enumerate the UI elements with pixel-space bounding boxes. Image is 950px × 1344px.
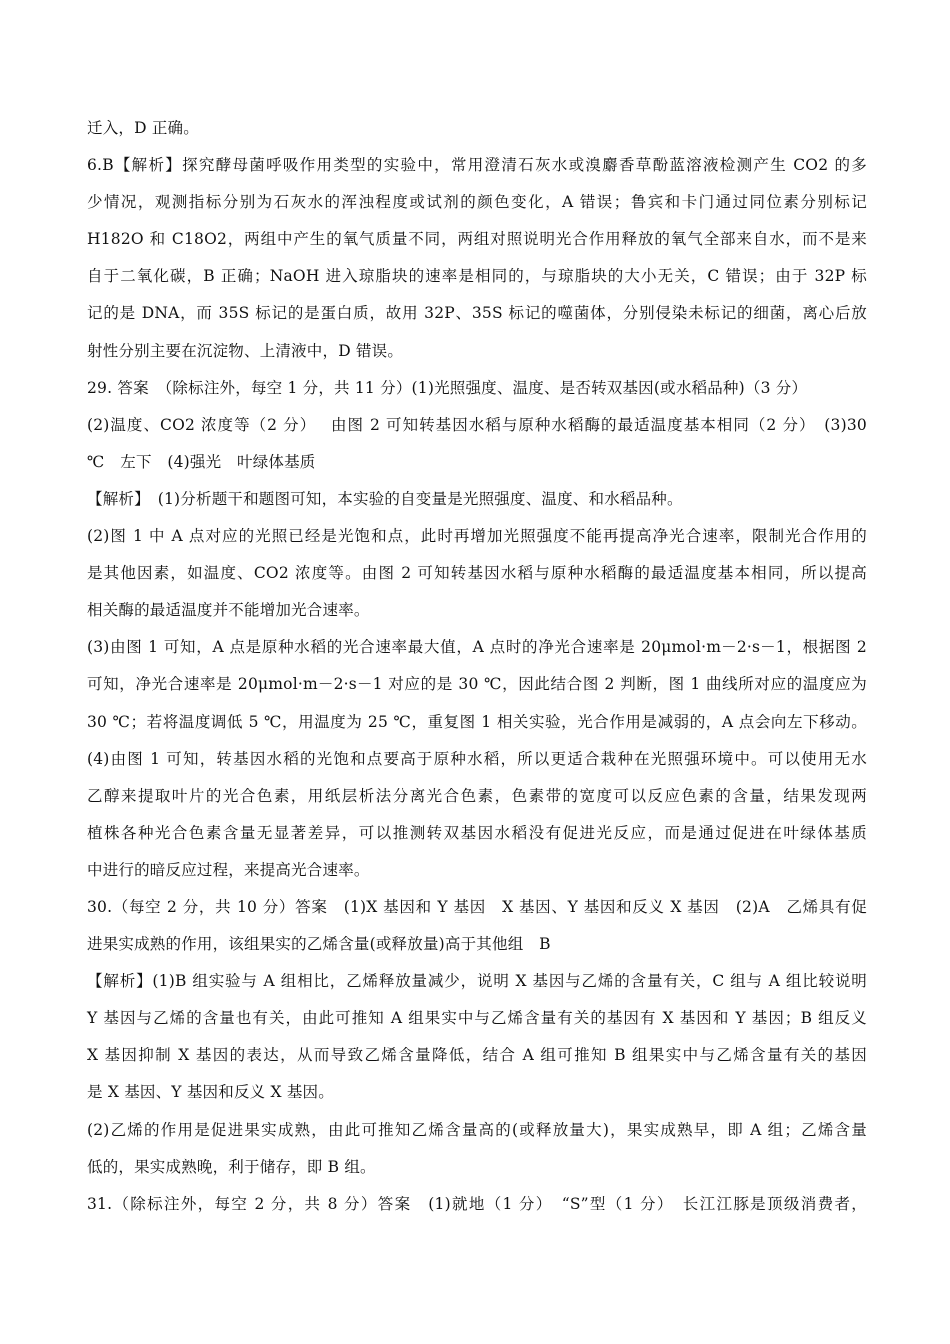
text-line: 少情况，观测指标分别为石灰水的浑浊程度或试剂的颜色变化，A 错误；鲁宾和卡门通过同位素分别标记 bbox=[87, 193, 867, 212]
text-line: (2)温度、CO2 浓度等（2 分） 由图 2 可知转基因水稻与原种水稻酶的最适温度基本相同（2 分） (3)30 bbox=[87, 415, 867, 434]
text-line: 29. 答案 （除标注外，每空 1 分，共 11 分）(1)光照强度、温度、是否转双基因(或水稻品种)（3 分） bbox=[87, 378, 808, 397]
text-line: (3)由图 1 可知，A 点是原种水稻的光合速率最大值，A 点时的净光合速率是 20μmol·m－2·s－1，根据图 2 bbox=[87, 638, 867, 657]
text-line: 31.（除标注外，每空 2 分，共 8 分）答案 (1)就地（1 分） “S”型（1 分） 长江江豚是顶级消费者， bbox=[87, 1194, 867, 1213]
text-line: (2)图 1 中 A 点对应的光照已经是光饱和点，此时再增加光照强度不能再提高净光合速率，限制光合作用的 bbox=[87, 527, 867, 546]
text-line: 射性分别主要在沉淀物、上清液中，D 错误。 bbox=[87, 341, 404, 360]
text-line: Y 基因与乙烯的含量也有关，由此可推知 A 组果实中与乙烯含量有关的基因有 X 基因和 Y 基因；B 组反义 bbox=[87, 1009, 867, 1028]
text-line: H182O 和 C18O2，两组中产生的氧气质量不同，两组对照说明光合作用释放的氧气全部来自水，而不是来 bbox=[87, 230, 867, 249]
text-line: 迁入，D 正确。 bbox=[87, 119, 199, 137]
text-line: 是 X 基因、Y 基因和反义 X 基因。 bbox=[87, 1083, 334, 1102]
text-line: 相关酶的最适温度并不能增加光合速率。 bbox=[87, 601, 370, 620]
text-line: 30 ℃；若将温度调低 5 ℃，用温度为 25 ℃，重复图 1 相关实验，光合作用是减弱的，A 点会向左下移动。 bbox=[87, 712, 867, 731]
text-line: 乙醇来提取叶片的光合色素，用纸层析法分离光合色素，色素带的宽度可以反应色素的含量，结果发现两 bbox=[87, 786, 867, 805]
text-line: 可知，净光合速率是 20μmol·m－2·s－1 对应的是 30 ℃，因此结合图 2 判断，图 1 曲线所对应的温度应为 bbox=[87, 675, 867, 694]
text-line: 自于二氧化碳，B 正确；NaOH 进入琼脂块的速率是相同的，与琼脂块的大小无关，C 错误；由于 32P 标 bbox=[87, 267, 867, 286]
text-line: 是其他因素，如温度、CO2 浓度等。由图 2 可知转基因水稻与原种水稻酶的最适温度基本相同，所以提高 bbox=[87, 564, 867, 583]
text-line: 中进行的暗反应过程，来提高光合速率。 bbox=[87, 860, 370, 879]
text-line: (2)乙烯的作用是促进果实成熟，由此可推知乙烯含量高的(或释放量大)，果实成熟早，即 A 组；乙烯含量 bbox=[87, 1120, 867, 1139]
text-line: 6.B【解析】探究酵母菌呼吸作用类型的实验中，常用澄清石灰水或溴麝香草酚蓝溶液检测产生 CO2 的多 bbox=[87, 156, 867, 175]
text-line: 进果实成熟的作用，该组果实的乙烯含量(或释放量)高于其他组 B bbox=[87, 935, 551, 954]
answer-text-body bbox=[87, 110, 867, 1223]
text-line: (4)由图 1 可知，转基因水稻的光饱和点要高于原种水稻，所以更适合栽种在光照强环境中。可以使用无水 bbox=[87, 749, 867, 768]
text-line: 【解析】 (1)分析题干和题图可知，本实验的自变量是光照强度、温度、和水稻品种。 bbox=[87, 489, 683, 508]
text-line: 植株各种光合色素含量无显著差异，可以推测转双基因水稻没有促进光反应，而是通过促进在叶绿体基质 bbox=[87, 823, 867, 842]
text-line: 低的，果实成熟晚，利于储存，即 B 组。 bbox=[87, 1157, 376, 1176]
text-line: ℃ 左下 (4)强光 叶绿体基质 bbox=[87, 452, 316, 471]
text-line: 【解析】(1)B 组实验与 A 组相比，乙烯释放量减少，说明 X 基因与乙烯的含量有关，C 组与 A 组比较说明 bbox=[87, 972, 867, 991]
text-line: 30.（每空 2 分，共 10 分）答案 (1)X 基因和 Y 基因 X 基因、Y 基因和反义 X 基因 (2)A 乙烯具有促 bbox=[87, 897, 867, 916]
text-line: 记的是 DNA，而 35S 标记的是蛋白质，故用 32P、35S 标记的噬菌体，分别侵染未标记的细菌，离心后放 bbox=[87, 304, 867, 323]
text-line: X 基因抑制 X 基因的表达，从而导致乙烯含量降低，结合 A 组可推知 B 组果实中与乙烯含量有关的基因 bbox=[87, 1046, 867, 1065]
